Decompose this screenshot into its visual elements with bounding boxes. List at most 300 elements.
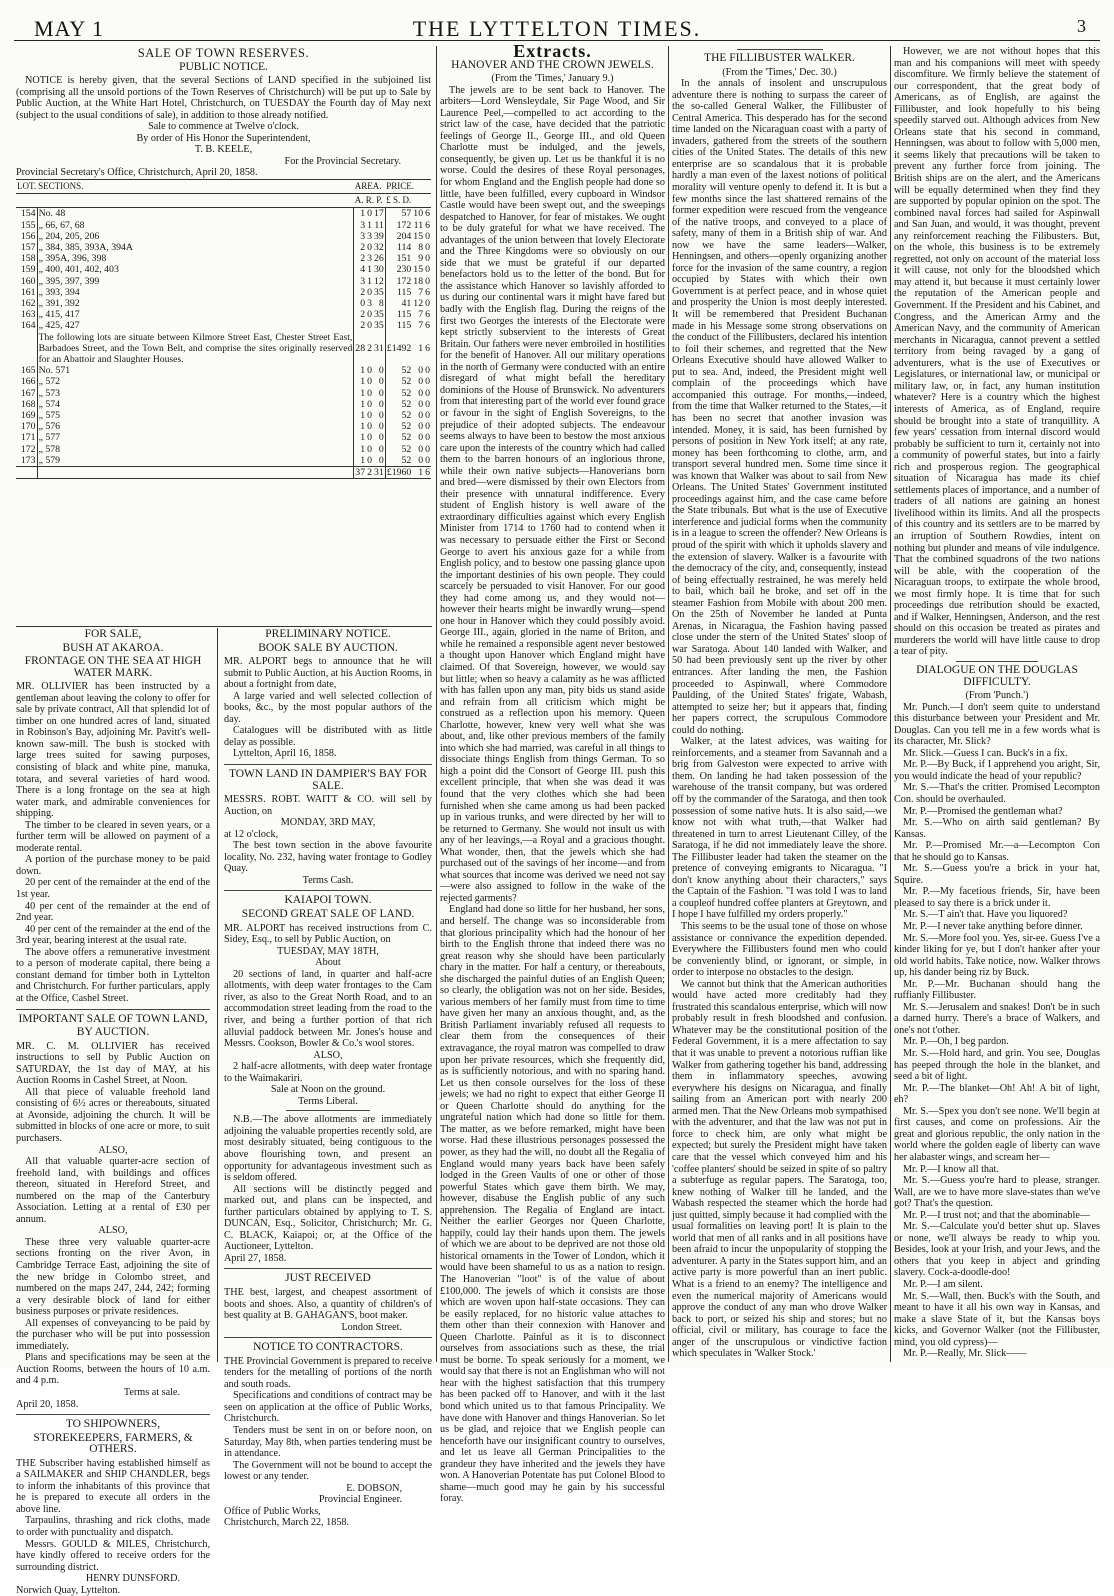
article-heading: THE FILLIBUSTER WALKER.	[704, 52, 855, 64]
divider	[16, 1414, 210, 1415]
cell-sec: „ 425, 427	[38, 320, 80, 332]
preliminary-body: MR. ALPORT begs to announce that he will submit to Public Auction, at his Auction Rooms, in about a fortnight from date,	[224, 656, 432, 691]
shipowners-paragraph: Tarpaulins, thrashing and rick cloths, made to order with punctuality and dispatch.	[16, 1515, 210, 1539]
cell-d: 0	[425, 298, 430, 310]
also-label: ALSO,	[98, 1144, 128, 1156]
col-sections: SECTIONS.	[37, 180, 354, 194]
subtotal-s: 1	[418, 342, 424, 354]
column-divider	[890, 46, 891, 1362]
cell-l: 204	[385, 231, 412, 242]
table-row	[16, 320, 431, 331]
cell-p: 0	[378, 376, 384, 388]
dampier-body: MESSRS. ROBT. WAITT & CO. will sell by Auction, on	[224, 794, 432, 817]
cell-p: 0	[378, 387, 384, 399]
issue-date: MAY 1	[34, 16, 105, 41]
cell-a: 1	[354, 399, 366, 410]
cell-a: 2	[354, 253, 366, 264]
dialogue-line: Mr. P.—I never take anything before dinner.	[903, 921, 1083, 933]
cell-s: 0	[418, 443, 424, 455]
cell-r: 1	[367, 275, 372, 287]
cell-sec: „ 576	[38, 421, 61, 433]
cell-r: 0	[367, 387, 372, 399]
table-row	[16, 410, 431, 421]
cell-s: 15	[413, 230, 424, 242]
cell-l: 115	[385, 309, 412, 320]
received-heading: JUST RECEIVED	[285, 1272, 371, 1285]
dialogue-line: Mr. S.—T ain't that. Have you liquored?	[903, 909, 1068, 921]
kaiapoi-about: About	[315, 957, 341, 969]
shipowners-body: THE Subscriber having established himself as a SAILMAKER and SHIP CHANDLER, begs to inform the inhabitants of this province that he is prepared to execute all orders in the above line.	[16, 1457, 210, 1515]
classifieds-column-b	[224, 628, 432, 1529]
divider	[16, 1009, 210, 1010]
cell-s: 8	[418, 242, 424, 254]
article-source: (From 'Punch.')	[965, 690, 1029, 702]
extracts-column	[440, 41, 665, 1505]
received-address: London Street.	[341, 1321, 402, 1333]
table-row	[16, 264, 431, 275]
kaiapoi-date: April 27, 1858.	[224, 1252, 287, 1264]
table-row	[16, 231, 431, 242]
shipowners-heading-1: TO SHIPOWNERS,	[65, 1418, 161, 1431]
cell-r: 0	[367, 376, 372, 388]
cell-lot: 169	[16, 410, 37, 421]
column-divider	[668, 46, 669, 1362]
cell-p: 17	[374, 208, 384, 220]
cell-lot: 159	[16, 264, 37, 275]
masthead-title: THE LYTTELTON TIMES.	[412, 16, 702, 41]
cell-sec: „ 575	[38, 410, 61, 422]
cell-a: 1	[354, 444, 366, 455]
cell-lot: 172	[16, 444, 37, 455]
table-row	[16, 444, 431, 455]
cell-r: 3	[367, 253, 372, 265]
townland-paragraph: Plans and specifications may be seen at the Auction Rooms, between the hours of 10 a.m. and 4 p.m.	[16, 1352, 210, 1387]
cell-lot: 165	[16, 365, 37, 376]
column-divider	[217, 628, 218, 1362]
cell-s: 0	[418, 432, 424, 444]
total-p: 31	[374, 467, 384, 479]
dialogue-line: Mr. P.—Oh, I beg pardon.	[903, 1036, 1009, 1048]
article-source: (From the 'Times,' Dec. 30.)	[722, 66, 837, 78]
kaiapoi-paragraph: 20 sections of land, in quarter and half-acre allotments, with deep water frontages to the Cam river, as also to the Great North Road, and to an accommodation street leading from the road to the river, and being a further portion of that rich alluvial paddock between Mr. Jones's house and Messrs. Cookson, Bowler & Co.'s wool stores.	[224, 968, 432, 1050]
cell-d: 6	[425, 286, 430, 298]
townland-body: MR. C. M. OLLIVIER has received instructions to sell by Public Auction on SATURDAY, the 1st day of MAY, at his Auction Rooms in Cashel Street, at Noon.	[16, 1040, 210, 1087]
town-reserves-notice	[16, 46, 431, 624]
cell-a: 0	[354, 298, 366, 309]
table-row	[16, 432, 431, 443]
cell-p: 0	[378, 410, 384, 422]
cell-p: 26	[374, 253, 384, 265]
cell-p: 8	[378, 298, 384, 310]
cell-s: 0	[418, 376, 424, 388]
cell-sec: „ 572	[38, 376, 61, 388]
cell-sec: „ 395, 397, 399	[38, 275, 100, 287]
article-paragraph: Walker, at the latest advices, was waiting for reinforcements, and a steamer from Savannah and a brig from Galveston were expected to arrive with them. On landing he had taken possession of the warehouse of the transit company, but was ordered off by the commander of the Saratoga, and then took possession of some native huts. It is also said,—we know not with what truth,—that Walker had threatened in turn to arrest Lieutenant Cilley, of the Saratoga, if he did not immediately leave the shore. The Fillibuster leader had taken the steamer on the pretence of conveying emigrants to Nicaragua. "I don't know anything about their characters," says the Captain of the Fashion. "I was told I was to land a coupleof hundred coffee planters at Greytown, and I hope I have fulfilled my orders properly."	[672, 736, 887, 921]
classifieds-column-a	[16, 628, 210, 1596]
dialogue-line: Mr. P.—I trust not; and that the abominable—	[903, 1209, 1091, 1221]
kaiapoi-nb: N.B.—The above allotments are immediately adjoining the valuable properties recently sold, are most desirably situated, being contiguous to the above flourishing town, and present an opportunity for advantageous investment such as is seldom offered.	[224, 1114, 432, 1184]
cell-a: 3	[354, 276, 366, 287]
divider	[224, 764, 432, 765]
akaroa-paragraph: The above offers a remunerative investment to a person of moderate capital, there being a constant demand for timber both in Lyttelton and Christchurch. For further particulars, apply at the Office, Cashel Street.	[16, 946, 210, 1004]
article-source: (From the 'Times,' January 9.)	[491, 73, 614, 85]
article-heading: HANOVER AND THE CROWN JEWELS.	[451, 58, 654, 71]
cell-d: 6	[425, 320, 430, 332]
cell-r: 0	[367, 398, 372, 410]
townland-terms: Terms at sale.	[123, 1387, 180, 1398]
cell-s: 15	[413, 264, 424, 276]
dialogue-line: Mr. S.—More fool you. Yes, sir-ee. Guess I've a kinder liking for ye, but I don't hanker after your old world habits. Take notice, now. Walker throws up, his dander being riz by Buck.	[894, 932, 1100, 979]
preliminary-paragraph: A large varied and well selected collection of books, &c., by the most popular authors of the day.	[224, 690, 432, 725]
dialogue-line: Mr. P.—Promised the gentleman what?	[903, 805, 1063, 817]
cell-sec: „ 384, 385, 393A, 394A	[38, 242, 134, 254]
cell-a: 3	[354, 220, 366, 231]
cell-l: 115	[385, 320, 412, 331]
dialogue-line: Mr. S.—Jerusalem and snakes! Don't be in such a darned hurry. There's a brace of Walkers, and one's not t'other.	[894, 1001, 1100, 1036]
preliminary-heading-2: BOOK SALE BY AUCTION.	[258, 641, 398, 654]
contractors-paragraph: Tenders must be sent in on or before noon, on Saturday, May 8th, when parties tendering must be in attendance.	[224, 1425, 432, 1460]
cell-sec: No. 571	[38, 365, 71, 377]
cell-lot: 171	[16, 432, 37, 443]
contractors-heading: NOTICE TO CONTRACTORS.	[253, 1341, 403, 1354]
cell-l: 230	[385, 264, 412, 275]
akaroa-paragraph: A portion of the purchase money to be paid down.	[16, 854, 210, 877]
kaiapoi-sale-time: Sale at Noon on the ground.	[270, 1084, 386, 1096]
subtotal-a: 28	[354, 332, 366, 366]
divider	[224, 1337, 432, 1338]
col-price: PRICE.	[385, 180, 431, 194]
cell-l: 114	[385, 242, 412, 253]
cell-p: 0	[378, 454, 384, 466]
cell-sec: „ 577	[38, 432, 61, 444]
dialogue-line: Mr. S.—Wall, then. Buck's with the South, and meant to have it all his own way in Kansas, and make a slave State of it, but the Kansas boys kicks, and Governor Walker (not the Fillibuster, mind, you old cypress)—	[894, 1290, 1100, 1348]
contractors-body: THE Provincial Government is prepared to receive tenders for the metalling of portions of the north and south roads.	[224, 1355, 432, 1390]
cell-d: 0	[425, 264, 430, 276]
townland-date: April 20, 1858.	[16, 1398, 79, 1410]
akaroa-heading-1: FOR SALE,	[84, 628, 142, 640]
cell-a: 2	[354, 309, 366, 320]
cell-a: 2	[354, 287, 366, 298]
cell-s: 0	[418, 365, 424, 377]
notice-order: By order of His Honor the Superintendent,	[136, 132, 311, 144]
cell-sec: „ 573	[38, 387, 61, 399]
dialogue-line: Mr. P.—The blanket—Oh! Ah! A bit of light, eh?	[894, 1082, 1100, 1106]
total-r: 2	[367, 467, 372, 479]
cell-lot: 166	[16, 376, 37, 387]
sale-time: Sale to commence at Twelve o'clock.	[148, 121, 299, 133]
townland-paragraph: All that piece of valuable freehold land consisting of 6½ acres or thereabouts, situated at Avonside, adjoining the church. It will be submitted in blocks of one acre or more, to suit purchasers.	[16, 1086, 210, 1144]
cell-sec: „ 395A, 396, 398	[38, 253, 107, 265]
dampier-day: MONDAY, 3RD MAY,	[280, 817, 376, 829]
dampier-terms: Terms Cash.	[302, 874, 354, 886]
area-units: A. R. P.	[354, 194, 386, 208]
cell-lot: 155	[16, 220, 37, 231]
preliminary-date: Lyttelton, April 16, 1858.	[233, 748, 337, 760]
cell-p: 0	[378, 432, 384, 444]
cell-sec: No. 48	[38, 208, 66, 220]
page-header	[14, 0, 1100, 41]
dialogue-line: Mr. P.—Mr. Buchanan should hang the ruffianly Fillibuster.	[894, 978, 1100, 1002]
subtotal-p: 31	[374, 342, 384, 354]
cell-r: 1	[367, 219, 372, 231]
shipowners-address: Norwich Quay, Lyttelton.	[16, 1584, 121, 1596]
table-row	[16, 455, 431, 467]
cell-a: 1	[354, 432, 366, 443]
cell-p: 0	[378, 421, 384, 433]
cell-a: 2	[354, 320, 366, 331]
price-units: £ S. D.	[385, 194, 431, 208]
cell-r: 0	[367, 286, 372, 298]
cell-p: 0	[378, 443, 384, 455]
cell-r: 0	[367, 432, 372, 444]
dialogue-line: Mr. P.—My facetious friends, Sir, have been pleased to say there is a brick under it.	[894, 886, 1100, 909]
cell-p: 30	[374, 264, 384, 276]
cell-l: 52	[385, 399, 412, 410]
fillibuster-column	[672, 46, 887, 1364]
cell-lot: 163	[16, 309, 37, 320]
lots-note: The following lots are situate between Kilmore Street East, Chester Street East, Barbadoes Street, and the Town Belt, and comprise the sites originally reserved for an Abattoir and Slaughter Houses.	[38, 331, 353, 366]
cell-a: 1	[354, 376, 366, 387]
cell-lot: 156	[16, 231, 37, 242]
cell-sec: „ 578	[38, 443, 61, 455]
cell-lot: 162	[16, 298, 37, 309]
shipowners-heading-2: STOREKEEPERS, FARMERS, & OTHERS.	[33, 1431, 193, 1456]
cell-d: 0	[425, 410, 430, 422]
section-rule	[16, 626, 432, 627]
article-heading: DIALOGUE ON THE DOUGLAS DIFFICULTY.	[916, 663, 1078, 688]
cell-r: 0	[367, 242, 372, 254]
cell-r: 3	[367, 298, 372, 310]
total-a: 37	[355, 467, 366, 479]
table-row	[16, 298, 431, 309]
divider	[956, 661, 1038, 662]
akaroa-heading-3: FRONTAGE ON THE SEA AT HIGH WATER MARK.	[24, 655, 202, 679]
cell-s: 7	[418, 320, 424, 332]
notice-subheading: PUBLIC NOTICE.	[179, 60, 268, 73]
dampier-heading: TOWN LAND IN DAMPIER'S BAY FOR SALE.	[228, 768, 428, 792]
subtotal-d: 6	[425, 342, 430, 354]
cell-p: 35	[374, 309, 384, 321]
cell-d: 6	[425, 208, 430, 220]
table-row	[16, 242, 431, 253]
table-row	[16, 388, 431, 399]
cell-lot: 170	[16, 421, 37, 432]
cell-p: 0	[378, 398, 384, 410]
cell-l: 172	[385, 276, 412, 287]
cell-sec: „ 400, 401, 402, 403	[38, 264, 119, 276]
cell-s: 10	[413, 208, 424, 220]
cell-sec: „ 204, 205, 206	[38, 230, 100, 242]
dialogue-line: Mr. S.—Hold hard, and grin. You see, Douglas has peeped through the hole in the blanket, and seed a bit of light.	[894, 1048, 1100, 1083]
kaiapoi-body: MR. ALPORT has received instructions from C. Sidey, Esq., to sell by Public Auction, on	[224, 922, 432, 946]
cell-lot: 160	[16, 276, 37, 287]
dialogue-line: Mr. P.—I know all that.	[903, 1163, 999, 1175]
dialogue-line: Mr. P.—I am silent.	[903, 1278, 983, 1290]
cell-p: 32	[374, 242, 384, 254]
table-row	[16, 376, 431, 387]
townland-paragraph: All that valuable quarter-acre section of freehold land, with buildings and offices thereon, situated in Hereford Street, and numbered on the map of the Canterbury Association. Letting at a rental of £30 per annum.	[16, 1156, 210, 1225]
cell-lot: 161	[16, 287, 37, 298]
col-area: AREA.	[354, 180, 386, 194]
table-row	[16, 399, 431, 410]
cell-r: 0	[367, 443, 372, 455]
cell-r: 0	[367, 421, 372, 433]
shipowners-paragraph: Messrs. GOULD & MILES, Christchurch, have kindly offered to receive orders for the surrounding district.	[16, 1538, 210, 1573]
cell-l: 41	[385, 298, 412, 309]
cell-d: 0	[425, 253, 430, 265]
received-body: THE best, largest, and cheapest assortment of boots and shoes. Also, a quantity of children's of best quality at B. GAHAGAN'S, boot maker.	[224, 1286, 432, 1322]
notice-signer-title: For the Provincial Secretary.	[284, 155, 401, 167]
dialogue-line: Mr. Punch.—I don't seem quite to understand this disturbance between your President and Mr. Douglas. Can you tell me in a few words what is its character, Mr. Slick?	[894, 701, 1100, 748]
cell-s: 0	[418, 421, 424, 433]
cell-r: 1	[367, 264, 372, 276]
townland-paragraph: All expenses of conveyancing to be paid by the purchaser who will be put into possession immediately.	[16, 1317, 210, 1352]
cell-s: 11	[413, 219, 424, 231]
also-label: ALSO,	[98, 1225, 128, 1237]
notice-signer: T. B. KEELE,	[194, 144, 253, 156]
preliminary-heading-1: PRELIMINARY NOTICE.	[265, 628, 391, 640]
cell-d: 0	[425, 242, 430, 254]
cell-r: 3	[367, 230, 372, 242]
subtotal-r: 2	[367, 342, 372, 354]
contractors-paragraph: The Government will not be bound to accept the lowest or any tender.	[224, 1459, 432, 1483]
cell-a: 3	[354, 231, 366, 242]
akaroa-body: MR. OLLIVIER has been instructed by a gentleman about leaving the colony to offer for sale by private contract, All that splendid lot of timber on one hundred acres of land, situated in Robinson's Bay, adjoining Mr. Pavitt's well-known saw-mill. The bush is stocked with large trees suited for sawing purposes, consisting of black and white pine, manuka, totara, and several varieties of hard wood. There is a long frontage on the sea at high water mark, and admirable conveniences for shipping.	[16, 681, 210, 820]
cell-d: 0	[425, 421, 430, 433]
dialogue-line: Mr. S.—That's the critter. Promised Lecompton Con. should be overhauled.	[894, 782, 1100, 805]
cell-l: 52	[385, 455, 412, 467]
cell-a: 2	[354, 242, 366, 253]
cell-a: 1	[354, 388, 366, 399]
cell-p: 39	[374, 230, 384, 242]
cell-l: 52	[385, 432, 412, 443]
townland-heading-2: BY AUCTION.	[76, 1026, 150, 1039]
dialogue-column	[894, 46, 1100, 1364]
dialogue-line: Mr. S.—Who on airth said gentleman? By Kansas.	[894, 817, 1100, 840]
dialogue-line: Mr. P.—By Buck, if I apprehend you aright, Sir, you would indicate the head of your republic?	[894, 759, 1100, 782]
cell-s: 12	[413, 298, 424, 310]
also-label: ALSO,	[313, 1049, 343, 1061]
cell-lot: 164	[16, 320, 37, 331]
akaroa-paragraph: 40 per cent of the remainder at the end of 2nd year.	[16, 900, 210, 924]
subtotal-l: £1492	[385, 332, 412, 366]
cell-d: 0	[425, 398, 430, 410]
kaiapoi-paragraph: All sections will be distinctly pegged and marked out, and plans can be inspected, and further particulars obtained by applying to T. S. DUNCAN, Esq., Solicitor, Christchurch; Mr. G. C. BLACK, Kaiapoi; or, at the Office of the Auctioneer, Lyttelton.	[224, 1183, 432, 1253]
divider	[737, 49, 823, 50]
article-paragraph: England had done so little for her husband, her sons, and herself. The change was so inconsiderable from that glorious principality which had the honour of her birth to the English throne that indeed there was no great reason why she should have been particularly chary in the matter. For half a century, or thereabouts, she discharged the painful duties of an English Queen; so clearly, the obligation was not on her side. Besides, various members of her family must from time to time have given her many an anxious thought, and, as the British Parliament invariably refused all requests to clear them from the consequences of their extravagance, the royal matron was compelled to draw upon her private resources, which she frequently did, as is sufficiently notorious, and with no sparing hand. Let us then console ourselves for the loss of these jewels; we had no right to expect that either George II or Queen Charlotte should do anything for the ungrateful nation which had done so little for them. The matter, as we before remarked, might have been worse. Had these illustrious personages possessed the power, as they had the will, no doubt all the Regalia of England would many years back have been safely lodged in the Green Vaults of one or other of those powerful States which gave them birth. We may, however, disabuse the English public of any such apprehension. The Regalia of England are intact. Neither the earlier Georges nor Queen Charlotte, happily, could lay their hands upon them. The jewels of which we are about to be deprived are not those old historical ornaments in the Tower of London, which it would have been shameful to us as a nation to resign. The Hanoverian "loot" is of the value of about £100,000. The jewels of which it consists are those which are woven upon half-state occasions. They can be easily replaced, for no historic value attaches to them other than their connexion with Hanover and Queen Charlotte. Painful as it is to disconnect ourselves from associations such as these, the trial must be borne. To speak seriously for a moment, we would say that there is not an Englishman who will not hear with the highest satisfaction that this trumpery has been packed off to Hanover, and with it the last bond which united us to that famous Principality. We have done with Hanover and things Hanoverian. So let us be glad, and rejoice that we English people can henceforth have our insignificant country to ourselves, and let us leave all German Principalities to the grandeur they have inherited and the jewels they have won. A Hanoverian Potentate has put Colonel Blood to shame—much good may he gain by his successful foray.	[440, 904, 665, 1505]
akaroa-paragraph: 40 per cent of the remainder at the end of the 3rd year, bearing interest at the usual rate.	[16, 923, 210, 947]
dampier-paragraph: The best town section in the above favourite locality, No. 232, having water frontage to Godley Quay.	[224, 840, 432, 875]
table-row	[16, 309, 431, 320]
contractors-signer-title: Provincial Engineer.	[318, 1494, 402, 1506]
dialogue-line: Mr. P.—Promised Mr.—a—Lecompton Con that he should go to Kansas.	[894, 840, 1100, 863]
total-s: 1	[412, 467, 424, 479]
townland-paragraph: These three very valuable quarter-acre sections fronting on the river Avon, in Cambridge Terrace East, adjoining the site of the new bridge in Colombo street, and numbered on the maps 247, 244, 242; forming a very desirable block of land for either business purposes or private residences.	[16, 1236, 210, 1318]
divider	[224, 1268, 432, 1269]
divider	[286, 1110, 369, 1111]
cell-sec: „ 415, 417	[38, 309, 80, 321]
cell-l: 52	[385, 410, 412, 421]
cell-a: 1	[354, 455, 366, 467]
cell-lot: 173	[16, 455, 37, 467]
cell-s: 0	[418, 398, 424, 410]
dialogue-line: Mr. P.—Really, Mr. Slick——	[903, 1348, 1027, 1360]
cell-lot: 154	[16, 208, 37, 220]
cell-a: 4	[354, 264, 366, 275]
kaiapoi-terms: Terms Liberal.	[298, 1095, 358, 1107]
cell-d: 0	[425, 275, 430, 287]
total-l: £1960	[386, 467, 412, 479]
cell-s: 9	[418, 253, 424, 265]
article-paragraph: We cannot but think that the American authorities would have acted more creditably had they frustrated this scandalous enterprise, which will now probably result in fresh bloodshed and confusion. Whatever may be the constitutional position of the Federal Government, it is a mere affectation to say that it was unable to prevent a notorious ruffian like Walker from gathering together his band, addressing them in inflammatory speeches, avowing everywhere his designs on Nicaragua, and finally sailing from an American port with nearly 200 armed men. That the New Orleans mob sympathised with the adventurer, and that the law was not put in force to check him, are only what might be expected; but surely the President might have taken care that the vessel which conveyed him and his 'coffee planters' should be seized in spite of so paltry a subterfuge as regular papers. The Saratoga, too, knew nothing of Walker till he landed, and the Wabash respected the steamer which the horde had just quitted, simply because it had complied with the usual formalities on leaving port! It is plain to the world that men of all ranks and in all positions have been afraid to incur the unpopularity of stopping the adventurer. A party in the States support him, and an active party is more powerful than an inert public. What is a friend to an enemy? The intelligence and even the numerical majority of Americans would approve the conduct of any man who drove Walker back to port, or seized his ship and stores; but no official, civil or military, has courage to face the anger of the unscrupulous or vindictive faction which speculates in 'Walker Stock.'	[672, 978, 887, 1360]
cell-lot: 168	[16, 399, 37, 410]
cell-p: 35	[374, 320, 384, 332]
article-paragraph: In the annals of insolent and unscrupulous adventure there is nothing to surpass the career of the so-called General Walker, the Fillibuster of Central America. This desperado has for the second time landed on the Nicaraguan coast with a party of invaders, gathered from the streets of the southern cities of the United States. The details of this new enterprise are so scandalous that it is probable hardly a man even of the laxest notions of political morality will venture openly to defend it. It is but a few months since the last shattered remains of the former expedition were rescued from the vengeance of the native troops, and conveyed to a place of safety, many of them in a British ship of war. And now we have the same leaders—Walker, Henningsen, and others—openly organizing another force for the invasion of the same country, a region occupied by States with which their own Government is at perfect peace, and in whose quiet and prosperity the Union is most deeply interested. It will be remembered that President Buchanan made in his Message some strong observations on the conduct of the Fillibusters, declared his intention to foil their schemes, and regretted that the New Orleans Executive should have allowed Walker to put to sea. And, indeed, the President might well complain of the proceedings which have accompanied this outrage. For months,—indeed, from the time that Walker returned to the States,—it has been no secret that another invasion was intended. Money, it is said, has been furnished by persons of position in New York itself; at any rate, money has been forthcoming to clothe, arm, and transport several hundred men. Some time since it was known that Walker was about to sail from New Orleans. The United States' Government instituted proceedings against him, and the case came before the State tribunals. But what is the use of Executive interference and judicial forms when the community is in a league to screen the offender? New Orleans is proud of the spirit with which it upholds slavery and the extension of slavery. Walker is a favourite with the democracy of the city, and, consequently, instead of being effectually restrained, he was merely held to bail, which bail he broke, and set off in the steamer Fashion from Mobile with about 200 men. On the 25th of November he landed at Punta Arenas, in Nicaragua, the Fashion having passed close under the stern of the United States' sloop of war Saratoga. About 140 landed with Walker, and 50 had been previously sent up the river by other entrances. After landing the men, the Fashion proceeded to Aspinwall, where Commodore Paulding, of the United States' frigate, Wabash, attempted to seize her; but it appears that, finding her papers correct, the scrupulous Commodore could do nothing.	[672, 78, 887, 736]
cell-a: 1	[354, 421, 366, 432]
article-paragraph: This seems to be the usual tone of those on whose assistance or connivance the expedition depended. Everywhere the Fillibusters found men who could be conveniently blind, or ignorant, or simple, in order to interpose no obstacles to the design.	[672, 921, 887, 979]
kaiapoi-day: TUESDAY, MAY 18TH,	[277, 945, 379, 957]
cell-sec: „ 66, 67, 68	[38, 219, 85, 231]
cell-s: 0	[418, 454, 424, 466]
cell-l: 52	[385, 376, 412, 387]
cell-s: 18	[413, 275, 424, 287]
contractors-office: Office of Public Works,	[224, 1505, 321, 1517]
table-row	[16, 276, 431, 287]
cell-p: 12	[374, 275, 384, 287]
column-divider	[436, 46, 437, 1362]
cell-a: 1	[354, 365, 366, 376]
cell-d: 6	[425, 309, 430, 321]
dialogue-line: Mr. S.—Calculate you'd better shut up. Slaves or none, we'll always be ready to whip you. Besides, look at your Irish, and your Jews, and the others that you keep in abject and grinding slavery. Cock-a-doodle-doo!	[894, 1221, 1100, 1279]
table-row	[16, 220, 431, 231]
lots-table	[16, 179, 431, 479]
table-row	[16, 253, 431, 264]
cell-r: 0	[367, 309, 372, 321]
extracts-title: Extracts.	[513, 41, 592, 61]
cell-l: 52	[385, 421, 412, 432]
preliminary-paragraph: Catalogues will be distributed with as little delay as possible.	[224, 725, 432, 748]
contractors-date: Christchurch, March 22, 1858.	[224, 1517, 350, 1529]
cell-l: 52	[385, 365, 412, 376]
townland-heading-1: IMPORTANT SALE OF TOWN LAND,	[18, 1012, 208, 1025]
notice-body: NOTICE is hereby given, that the several Sections of LAND specified in the subjoined list (comprising all the unsold portions of the Town Reserves of Christchurch) will be put up to Sale by Public Auction, at the White Hart Hotel, Christchurch, on TUESDAY the Fourth day of May next (subject to the usual conditions of sale), in addition to those already notified.	[16, 75, 431, 121]
cell-l: 172	[385, 220, 412, 231]
total-d: 6	[425, 467, 430, 479]
contractors-paragraph: Specifications and conditions of contract may be seen on application at the office of Public Works, Christchurch.	[224, 1390, 432, 1425]
dialogue-line: Mr. S.—Guess you're hard to please, stranger. Wall, are we to have more slave-states than we've got? That's the question.	[894, 1175, 1100, 1210]
cell-d: 0	[425, 230, 430, 242]
cell-l: 151	[385, 253, 412, 264]
cell-a: 1	[354, 410, 366, 421]
table-row	[16, 287, 431, 298]
cell-l: 115	[385, 287, 412, 298]
cell-r: 0	[367, 208, 372, 220]
cell-sec: „ 574	[38, 398, 61, 410]
cell-l: 52	[385, 388, 412, 399]
article-paragraph: However, we are not without hopes that this man and his companions will meet with speedy discomfiture. We firmly believe the statement of our correspondent, that the great body of Americans, as of English, are against the Fillibuster, and look hopefully to his being speedily starved out. Although advices from New Orleans state that his second in command, Henningsen, was about to follow with 5,000 men, it seems likely that precautions will be taken to prevent any further force from joining. The British ships are on the alert, and the Americans will be equally determined when they find they are supported by popular opinion on the spot. The combined naval forces had sailed for Aspinwall and San Juan, and would, it was thought, prevent any reinforcement reaching the Filibusters. But, on the whole, this business is to be extremely regretted, not only on account of the material loss it will cause, not only for the bloodshed which may attend it, but because it must certainly lower the reputation of the American people and Government. If the President and his Cabinet, and Congress, and the American Army and the American Navy, and the community of American merchants in Nicaragua, cannot prevent a settled territory from being ravaged by a gang of adventurers, what is the use of Executives or Legislatures, or international law, or municipal or military law, or, in fact, any human institution whatever? Here is a country which the highest interests of America, as of England, require should be brought into a state of tranquillity. A few years' cessation from internal discord would probably be sufficient to turn it, certainly not into a community of powerful states, but into a fairly rich and prosperous region. The geographical situation of Nicaragua has made its chief settlements places of importance, and a number of traders of all nations are gaining an honest livelihood within its limits. And all the prospects of this country and its settlers are to be marred by an irruption of Southern Rowdies, intent on nothing but plunder and means of vile indulgence. That the combined squadrons of the two nations will be able, with the cooperation of the Nicaraguan troops, to extirpate the whole brood, we most firmly hope. It is time that for such proceedings due retribution should be exacted, and if Walker, Henningsen, Anderson, and the rest should on this occasion be treated as pirates and murderers the world will have little cause to drop a tear of pity.	[894, 46, 1100, 658]
cell-r: 0	[367, 454, 372, 466]
notice-office: Provincial Secretary's Office, Christchurch, April 20, 1858.	[16, 167, 258, 179]
cell-s: 0	[418, 410, 424, 422]
col-lot: LOT.	[16, 180, 37, 194]
table-row	[16, 365, 431, 376]
cell-d: 0	[425, 387, 430, 399]
dialogue-line: Mr. S.—Spex you don't see none. We'll begin at first causes, and come on professions. Air the great and glorious republic, the only nation in the world where the golden eagle of liberty can wave her alabaster wings, and scream her—	[894, 1105, 1100, 1163]
kaiapoi-heading-2: SECOND GREAT SALE OF LAND.	[241, 908, 415, 921]
cell-p: 35	[374, 286, 384, 298]
contractors-signer: E. DOBSON,	[346, 1482, 402, 1494]
cell-lot: 158	[16, 253, 37, 264]
